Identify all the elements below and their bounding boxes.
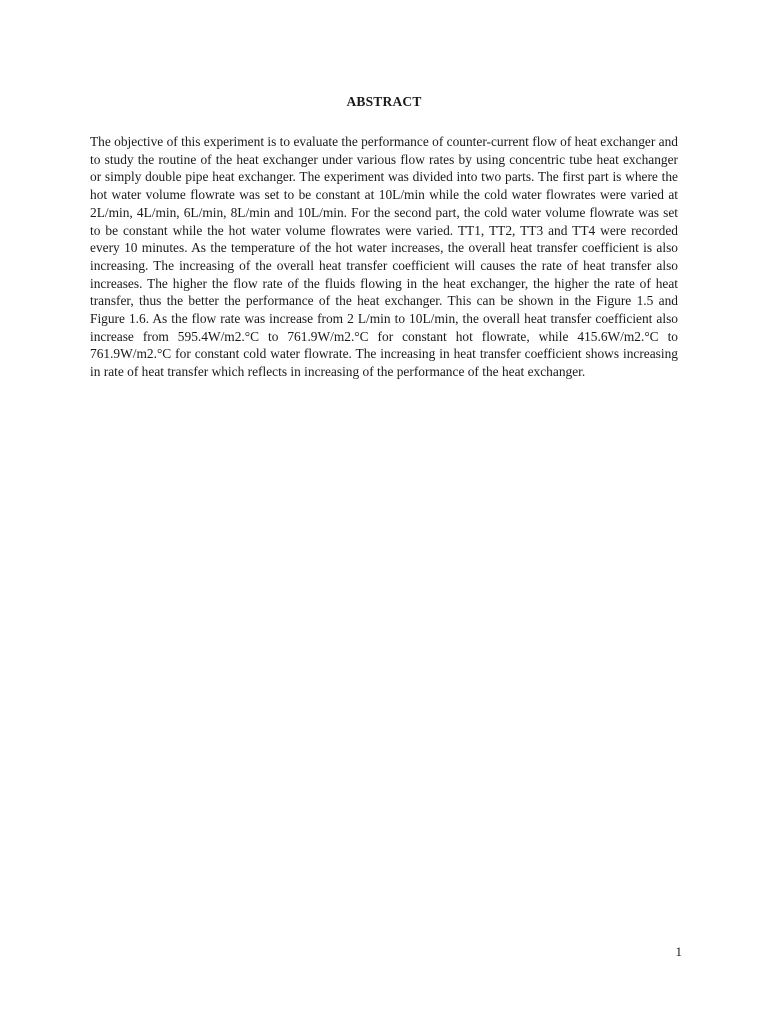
abstract-paragraph: The objective of this experiment is to evaluate the performance of counter-current flow of heat exchanger and to study the routine of the heat exchanger under various flow rates by using concentric tube heat exchanger or simply double pipe heat exchanger. The experiment was divided into two parts. The first part is where the hot water volume flowrate was set to be constant at 10L/min while the cold water flowrates were varied at 2L/min, 4L/min, 6L/min, 8L/min and 10L/min. For the second part, the cold water volume flowrate was set to be constant while the hot water volume flowrates were varied. TT1, TT2, TT3 and TT4 were recorded every 10 minutes. As the temperature of the hot water increases, the overall heat transfer coefficient is also increasing. The increasing of the overall heat transfer coefficient will causes the rate of heat transfer also increases. The higher the flow rate of the fluids flowing in the heat exchanger, the higher the rate of heat transfer, thus the better the performance of the heat exchanger. This can be shown in the Figure 1.5 and Figure 1.6. As the flow rate was increase from 2 L/min to 10L/min, the overall heat transfer coefficient also increase from 595.4W/m2.°C to 761.9W/m2.°C for constant hot flowrate, while 415.6W/m2.°C to 761.9W/m2.°C for constant cold water flowrate. The increasing in heat transfer coefficient shows increasing in rate of heat transfer which reflects in increasing of the performance of the heat exchanger. [90,134,678,380]
abstract-heading: ABSTRACT [346,94,422,109]
page-number: 1 [675,944,682,959]
